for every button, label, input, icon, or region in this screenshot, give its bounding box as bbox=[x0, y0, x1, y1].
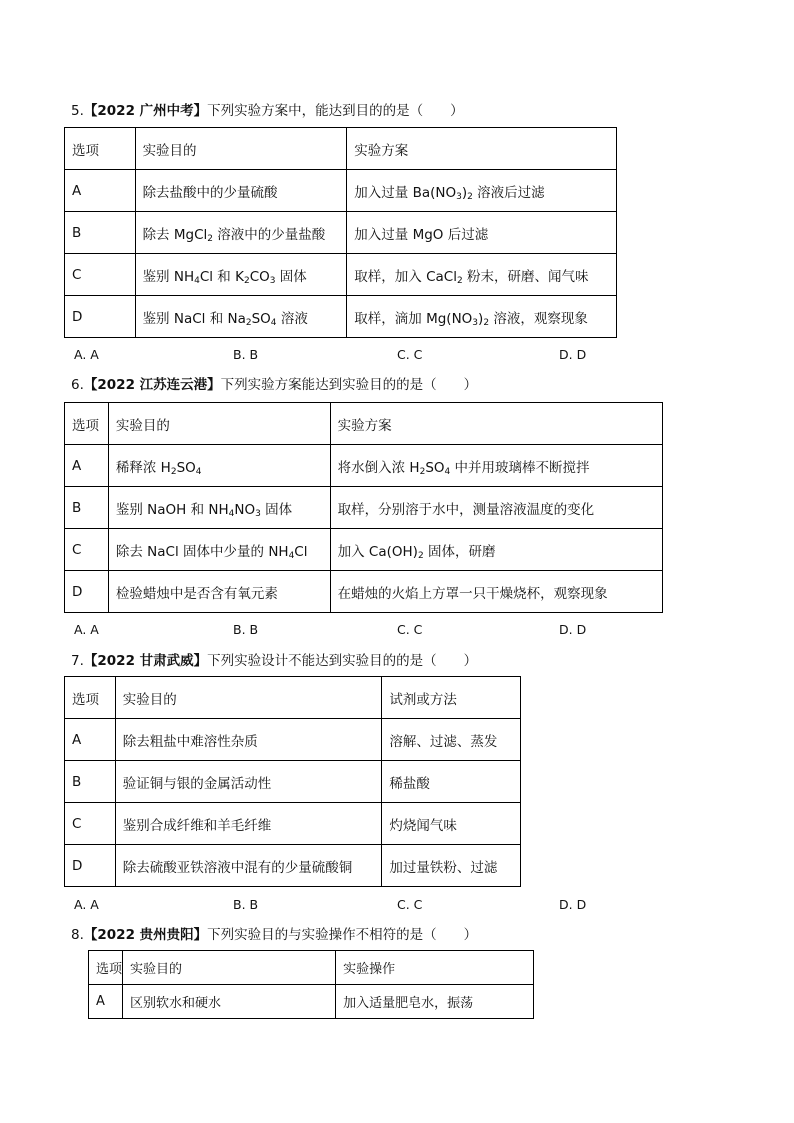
question-6-table bbox=[64, 402, 663, 613]
table-header-cell: 选项 bbox=[65, 128, 136, 170]
table-header-row bbox=[65, 677, 521, 719]
table-cell: 加入适量肥皂水，振荡 bbox=[336, 985, 534, 1019]
question-source: 【2022 贵州贵阳】 bbox=[83, 927, 208, 943]
table-row bbox=[65, 803, 521, 845]
table-row bbox=[65, 445, 663, 487]
table-cell: C bbox=[65, 529, 109, 571]
table-header-row bbox=[65, 128, 617, 170]
table-header-cell: 实验操作 bbox=[336, 951, 534, 985]
question-7-stem: 7.【2022 甘肃武威】下列实验设计不能达到实验目的的是（ ） bbox=[71, 653, 478, 669]
answer-option[interactable]: A. A bbox=[74, 622, 99, 637]
table-header-cell: 实验目的 bbox=[135, 128, 347, 170]
table-row bbox=[65, 719, 521, 761]
table-cell: A bbox=[65, 445, 109, 487]
table-cell: A bbox=[89, 985, 123, 1019]
table-cell: 取样，加入 CaCl$_2$ 粉末，研磨、闻气味 bbox=[347, 254, 617, 296]
table-cell: 灼烧闻气味 bbox=[382, 803, 521, 845]
table-row bbox=[65, 170, 617, 212]
table-header-cell: 试剂或方法 bbox=[382, 677, 521, 719]
answer-option[interactable]: C. C bbox=[397, 347, 423, 362]
table-row bbox=[65, 254, 617, 296]
table-cell: 取样，滴加 $Mg(NO_3)_2$ 溶液，观察现象 bbox=[347, 296, 617, 338]
table-cell: 稀释浓 $H_2SO_4$ bbox=[108, 445, 330, 487]
table-cell: C bbox=[65, 803, 116, 845]
answer-option[interactable]: A. A bbox=[74, 347, 99, 362]
answer-option[interactable]: D. D bbox=[559, 622, 587, 637]
table-row bbox=[65, 212, 617, 254]
table-cell: 鉴别 $NH_4Cl$ 和 $K_2CO_3$ 固体 bbox=[135, 254, 347, 296]
table-cell: 鉴别 NaOH 和 $NH_4NO_3$ 固体 bbox=[108, 487, 330, 529]
table-cell: 验证铜与银的金属活动性 bbox=[115, 761, 382, 803]
table-row bbox=[65, 761, 521, 803]
table-cell: D bbox=[65, 845, 116, 887]
table-cell: 加过量铁粉、过滤 bbox=[382, 845, 521, 887]
question-8-stem: 8.【2022 贵州贵阳】下列实验目的与实验操作不相符的是（ ） bbox=[71, 927, 478, 943]
table-cell: 加入 $Ca(OH)_2$ 固体，研磨 bbox=[330, 529, 662, 571]
question-5-stem: 5.【2022 广州中考】下列实验方案中，能达到目的的是（ ） bbox=[71, 103, 464, 119]
answer-option[interactable]: B. B bbox=[233, 622, 259, 637]
table-cell: 除去 MgCl$_2$ 溶液中的少量盐酸 bbox=[135, 212, 347, 254]
table-row bbox=[65, 296, 617, 338]
table-cell: 溶解、过滤、蒸发 bbox=[382, 719, 521, 761]
answer-option[interactable]: B. B bbox=[233, 897, 259, 912]
question-source: 【2022 江苏连云港】 bbox=[83, 377, 221, 393]
table-cell: 区别软水和硬水 bbox=[123, 985, 336, 1019]
table-cell: 除去粗盐中难溶性杂质 bbox=[115, 719, 382, 761]
table-cell: 检验蜡烛中是否含有氧元素 bbox=[108, 571, 330, 613]
question-6-stem: 6.【2022 江苏连云港】下列实验方案能达到实验目的的是（ ） bbox=[71, 377, 478, 393]
table-cell: A bbox=[65, 719, 116, 761]
answer-option[interactable]: D. D bbox=[559, 347, 587, 362]
table-cell: 鉴别合成纤维和羊毛纤维 bbox=[115, 803, 382, 845]
table-row bbox=[65, 845, 521, 887]
table-cell: 将水倒入浓 $H_2SO_4$ 中并用玻璃棒不断搅拌 bbox=[330, 445, 662, 487]
question-5-table bbox=[64, 127, 617, 338]
table-row bbox=[65, 487, 663, 529]
table-header-cell: 选项 bbox=[65, 677, 116, 719]
table-cell: D bbox=[65, 571, 109, 613]
table-cell: 加入过量 MgO 后过滤 bbox=[347, 212, 617, 254]
table-cell: 除去 NaCl 固体中少量的 $NH_4Cl$ bbox=[108, 529, 330, 571]
table-header-cell: 选项 bbox=[65, 403, 109, 445]
table-cell: 鉴别 NaCl 和 $Na_2SO_4$ 溶液 bbox=[135, 296, 347, 338]
table-cell: B bbox=[65, 761, 116, 803]
table-header-cell: 选项 bbox=[89, 951, 123, 985]
table-cell: C bbox=[65, 254, 136, 296]
answer-option[interactable]: D. D bbox=[559, 897, 587, 912]
question-7-table bbox=[64, 676, 521, 887]
table-cell: 除去盐酸中的少量硫酸 bbox=[135, 170, 347, 212]
table-cell: D bbox=[65, 296, 136, 338]
table-cell: 取样，分别溶于水中，测量溶液温度的变化 bbox=[330, 487, 662, 529]
question-8-table bbox=[88, 950, 534, 1019]
table-cell: 加入过量 $Ba(NO_3)_2$ 溶液后过滤 bbox=[347, 170, 617, 212]
table-cell: A bbox=[65, 170, 136, 212]
question-source: 【2022 甘肃武威】 bbox=[83, 653, 208, 669]
answer-option[interactable]: B. B bbox=[233, 347, 259, 362]
table-cell: 除去硫酸亚铁溶液中混有的少量硫酸铜 bbox=[115, 845, 382, 887]
answer-option[interactable]: A. A bbox=[74, 897, 99, 912]
table-header-cell: 实验方案 bbox=[347, 128, 617, 170]
table-header-cell: 实验目的 bbox=[108, 403, 330, 445]
table-row bbox=[65, 571, 663, 613]
table-header-row bbox=[65, 403, 663, 445]
table-header-row bbox=[89, 951, 534, 985]
table-row bbox=[65, 529, 663, 571]
table-row bbox=[89, 985, 534, 1019]
table-cell: 稀盐酸 bbox=[382, 761, 521, 803]
question-source: 【2022 广州中考】 bbox=[83, 103, 208, 119]
table-header-cell: 实验方案 bbox=[330, 403, 662, 445]
table-header-cell: 实验目的 bbox=[123, 951, 336, 985]
table-cell: B bbox=[65, 212, 136, 254]
answer-option[interactable]: C. C bbox=[397, 622, 423, 637]
table-header-cell: 实验目的 bbox=[115, 677, 382, 719]
table-cell: B bbox=[65, 487, 109, 529]
table-cell: 在蜡烛的火焰上方罩一只干燥烧杯，观察现象 bbox=[330, 571, 662, 613]
answer-option[interactable]: C. C bbox=[397, 897, 423, 912]
